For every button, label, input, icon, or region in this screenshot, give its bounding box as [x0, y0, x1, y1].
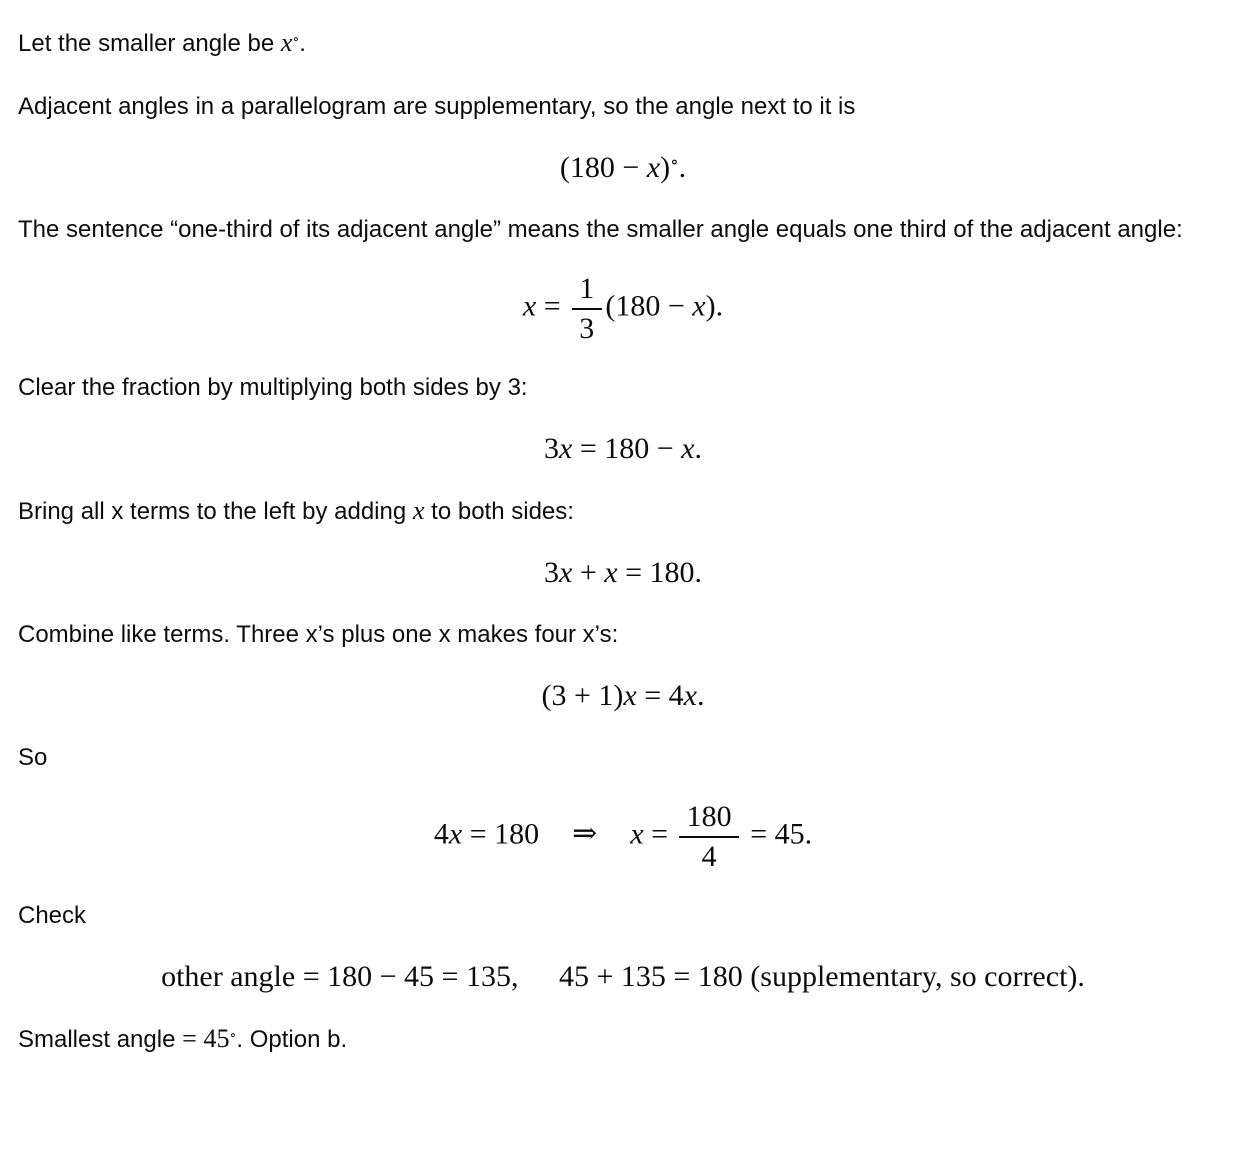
math-var-x: x — [522, 289, 537, 323]
text-run: Let the smaller angle be — [18, 30, 281, 57]
math-run: (3 + 1) — [541, 679, 624, 712]
math-run: = 180 − — [572, 432, 682, 465]
numerator: 1 — [579, 272, 595, 305]
paragraph-let-smaller-angle — [18, 20, 1228, 66]
equation-cleared — [18, 428, 1228, 470]
math-var-x: x — [646, 151, 661, 184]
text-run: . Option b. — [236, 1026, 348, 1053]
paragraph-combine-like-terms — [18, 612, 1228, 657]
text-run: to both sides: — [424, 498, 574, 525]
math-run: ) — [660, 151, 671, 184]
equals-sign: = — [536, 289, 569, 323]
math-run: . — [694, 432, 702, 465]
denominator: 4 — [679, 836, 739, 876]
text-run: Smallest angle — [18, 1026, 183, 1053]
text-run: Combine like terms. Three x’s plus one x makes four x’s: — [18, 621, 619, 648]
math-run: = 4 — [636, 679, 684, 712]
text-run: So — [18, 744, 48, 771]
math-var-x: x — [280, 28, 293, 57]
text-run: Adjacent angles in a parallelogram are supplementary, so the angle next to it is — [18, 93, 856, 120]
equation-adjacent-angle — [18, 147, 1228, 189]
text-run: . — [299, 30, 306, 57]
math-var-x: x — [412, 496, 425, 525]
math-var-x: x — [448, 817, 463, 851]
math-run: 45 + 135 = 180 (supplementary, so correct). — [558, 960, 1085, 993]
math-run: . — [678, 151, 687, 184]
text-run: Check — [18, 902, 87, 929]
degree-symbol: ∘ — [670, 151, 679, 172]
math-var-x: x — [630, 817, 644, 851]
fraction — [679, 798, 739, 875]
denominator: 3 — [572, 308, 602, 348]
equation-check — [18, 956, 1228, 998]
paragraph-answer — [18, 1016, 1228, 1062]
math-run: = 45 — [182, 1024, 230, 1053]
equals-sign: = — [643, 817, 676, 851]
equation-solve — [18, 798, 1228, 875]
math-var-x: x — [683, 679, 697, 712]
plus-sign: + — [572, 556, 605, 589]
text-run: Bring all x terms to the left by adding — [18, 498, 413, 525]
math-run: = 45. — [742, 817, 813, 851]
math-run: other angle = 180 − 45 = 135, — [161, 960, 519, 993]
paragraph-bring-terms-left — [18, 488, 1228, 534]
math-var-x: x — [681, 432, 695, 465]
paragraph-adjacent-supplementary — [18, 84, 1228, 129]
degree-symbol: ∘ — [292, 32, 300, 48]
math-var-x: x — [559, 556, 573, 589]
equation-one-third — [18, 270, 1228, 347]
equation-combine — [18, 675, 1228, 717]
math-var-x: x — [604, 556, 618, 589]
math-run: 3 — [544, 432, 559, 465]
implies-arrow: ⇒ — [572, 817, 598, 851]
math-run: (180 − — [559, 151, 647, 184]
math-run: = 180. — [617, 556, 702, 589]
math-run: . — [696, 679, 705, 712]
math-var-x: x — [559, 432, 573, 465]
math-var-x: x — [692, 289, 706, 323]
math-run: = 180 — [462, 817, 540, 851]
math-run: 4 — [433, 817, 449, 851]
equation-add-x — [18, 552, 1228, 594]
paragraph-one-third-meaning — [18, 207, 1228, 252]
numerator: 180 — [686, 800, 732, 833]
math-run: 3 — [544, 556, 559, 589]
fraction — [572, 270, 602, 347]
math-run: (180 − — [605, 289, 693, 323]
degree-symbol: ∘ — [229, 1028, 237, 1044]
paragraph-clear-fraction — [18, 365, 1228, 410]
paragraph-check — [18, 893, 1228, 938]
math-var-x: x — [623, 679, 637, 712]
text-run: The sentence “one-third of its adjacent angle” means the smaller angle equals one third of the adjacent angle: — [18, 216, 1183, 243]
math-run: ). — [705, 289, 724, 323]
paragraph-so — [18, 735, 1228, 780]
text-run: Clear the fraction by multiplying both sides by 3: — [18, 374, 528, 401]
